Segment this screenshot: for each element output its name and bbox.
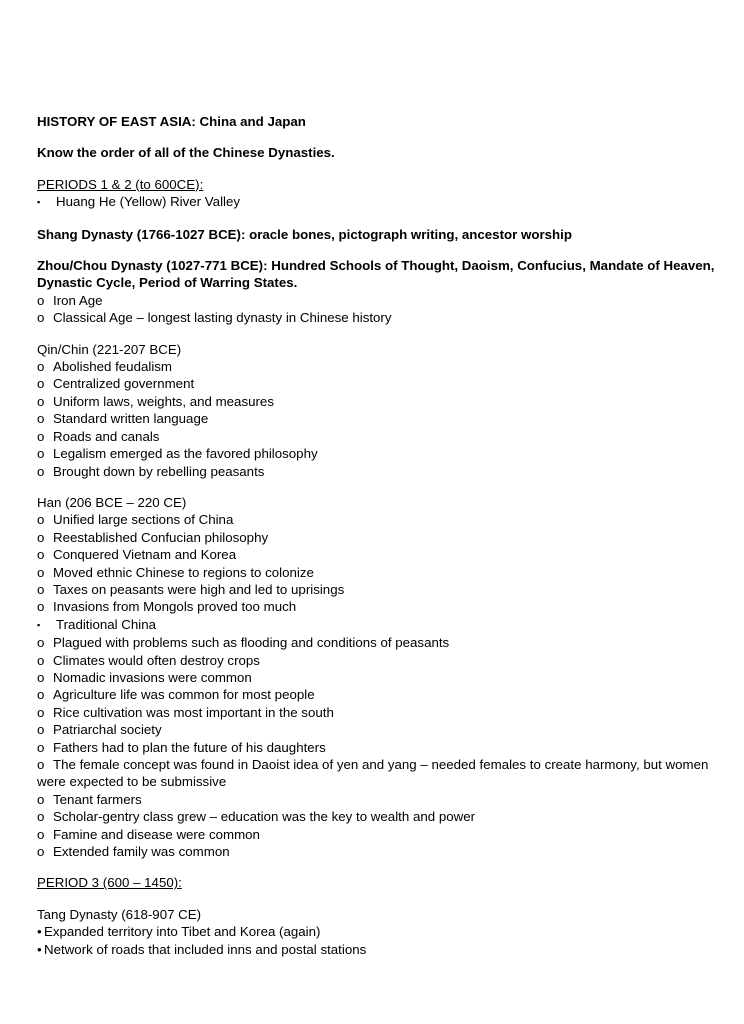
period-3-heading: PERIOD 3 (600 – 1450): bbox=[37, 875, 182, 891]
list-item: o Centralized government bbox=[37, 376, 195, 392]
document-page bbox=[37, 113, 727, 958]
han-dynasty-heading: Han (206 BCE – 220 CE) bbox=[37, 494, 187, 510]
list-item: o Agriculture life was common for most people bbox=[37, 687, 315, 703]
circle-bullet-icon: o bbox=[37, 564, 45, 580]
circle-bullet-icon: o bbox=[37, 446, 45, 462]
list-item: o The female concept was found in Daoist idea of yen and yang – needed females to create harmony, but women were expected to be submissive bbox=[37, 757, 709, 790]
list-item: o Reestablished Confucian philosophy bbox=[37, 529, 269, 545]
circle-bullet-icon: o bbox=[37, 359, 45, 375]
list-item: o Famine and disease were common bbox=[37, 826, 260, 842]
circle-bullet-icon: o bbox=[37, 599, 45, 615]
shang-dynasty-heading: Shang Dynasty (1766-1027 BCE): oracle bones, pictograph writing, ancestor worship bbox=[37, 226, 572, 242]
list-item: ▪ Huang He (Yellow) River Valley bbox=[37, 193, 727, 211]
circle-bullet-icon: o bbox=[37, 463, 45, 479]
traditional-china-heading: ▪ Traditional China bbox=[37, 616, 727, 634]
circle-bullet-icon: o bbox=[37, 292, 45, 308]
dot-bullet-icon: • bbox=[37, 924, 42, 940]
square-bullet-icon: ▪ bbox=[37, 197, 41, 208]
circle-bullet-icon: o bbox=[37, 739, 45, 755]
list-item: o Iron Age bbox=[37, 292, 103, 308]
zhou-dynasty-heading: Zhou/Chou Dynasty (1027-771 BCE): Hundred Schools of Thought, Daoism, Confucius, Mandate of Heaven, Dynastic Cycle, Period of Warring States. bbox=[37, 258, 715, 291]
circle-bullet-icon: o bbox=[37, 547, 45, 563]
circle-bullet-icon: o bbox=[37, 791, 45, 807]
list-item: o Patriarchal society bbox=[37, 722, 162, 738]
circle-bullet-icon: o bbox=[37, 428, 45, 444]
list-item: o Taxes on peasants were high and led to uprisings bbox=[37, 581, 345, 597]
circle-bullet-icon: o bbox=[37, 581, 45, 597]
list-item: o Invasions from Mongols proved too much bbox=[37, 599, 297, 615]
list-item: o Brought down by rebelling peasants bbox=[37, 463, 265, 479]
period-1-2-heading: PERIODS 1 & 2 (to 600CE): bbox=[37, 176, 204, 192]
tang-dynasty-heading: Tang Dynasty (618-907 CE) bbox=[37, 906, 202, 922]
list-item: • Expanded territory into Tibet and Korea (again) bbox=[37, 924, 321, 940]
list-item: o Scholar-gentry class grew – education was the key to wealth and power bbox=[37, 809, 476, 825]
list-item: o Moved ethnic Chinese to regions to colonize bbox=[37, 564, 314, 580]
circle-bullet-icon: o bbox=[37, 376, 45, 392]
list-item: o Nomadic invasions were common bbox=[37, 669, 252, 685]
list-item: o Fathers had to plan the future of his daughters bbox=[37, 739, 326, 755]
circle-bullet-icon: o bbox=[37, 411, 45, 427]
qin-dynasty-heading: Qin/Chin (221-207 BCE) bbox=[37, 341, 182, 357]
list-item: o Legalism emerged as the favored philosophy bbox=[37, 446, 318, 462]
list-item: o Roads and canals bbox=[37, 428, 160, 444]
list-item: o Standard written language bbox=[37, 411, 209, 427]
circle-bullet-icon: o bbox=[37, 529, 45, 545]
circle-bullet-icon: o bbox=[37, 310, 45, 326]
circle-bullet-icon: o bbox=[37, 652, 45, 668]
circle-bullet-icon: o bbox=[37, 704, 45, 720]
circle-bullet-icon: o bbox=[37, 687, 45, 703]
list-item: o Abolished feudalism bbox=[37, 359, 173, 375]
document-title: HISTORY OF EAST ASIA: China and Japan bbox=[37, 114, 306, 129]
list-item: • Network of roads that included inns and postal stations bbox=[37, 941, 367, 957]
square-bullet-icon: ▪ bbox=[37, 619, 41, 630]
circle-bullet-icon: o bbox=[37, 826, 45, 842]
list-item: o Conquered Vietnam and Korea bbox=[37, 547, 237, 563]
list-item: o Tenant farmers bbox=[37, 791, 142, 807]
circle-bullet-icon: o bbox=[37, 844, 45, 860]
circle-bullet-icon: o bbox=[37, 669, 45, 685]
list-item: o Classical Age – longest lasting dynasty in Chinese history bbox=[37, 310, 392, 326]
list-item: o Plagued with problems such as flooding and conditions of peasants bbox=[37, 635, 450, 651]
circle-bullet-icon: o bbox=[37, 512, 45, 528]
circle-bullet-icon: o bbox=[37, 635, 45, 651]
list-item: o Extended family was common bbox=[37, 844, 230, 860]
list-item: o Unified large sections of China bbox=[37, 512, 234, 528]
circle-bullet-icon: o bbox=[37, 393, 45, 409]
dot-bullet-icon: • bbox=[37, 941, 42, 957]
instruction-text: Know the order of all of the Chinese Dynasties. bbox=[37, 145, 335, 161]
list-item: o Climates would often destroy crops bbox=[37, 652, 260, 668]
circle-bullet-icon: o bbox=[37, 757, 45, 772]
circle-bullet-icon: o bbox=[37, 809, 45, 825]
list-item: o Rice cultivation was most important in the south bbox=[37, 704, 334, 720]
circle-bullet-icon: o bbox=[37, 722, 45, 738]
list-item: o Uniform laws, weights, and measures bbox=[37, 393, 274, 409]
